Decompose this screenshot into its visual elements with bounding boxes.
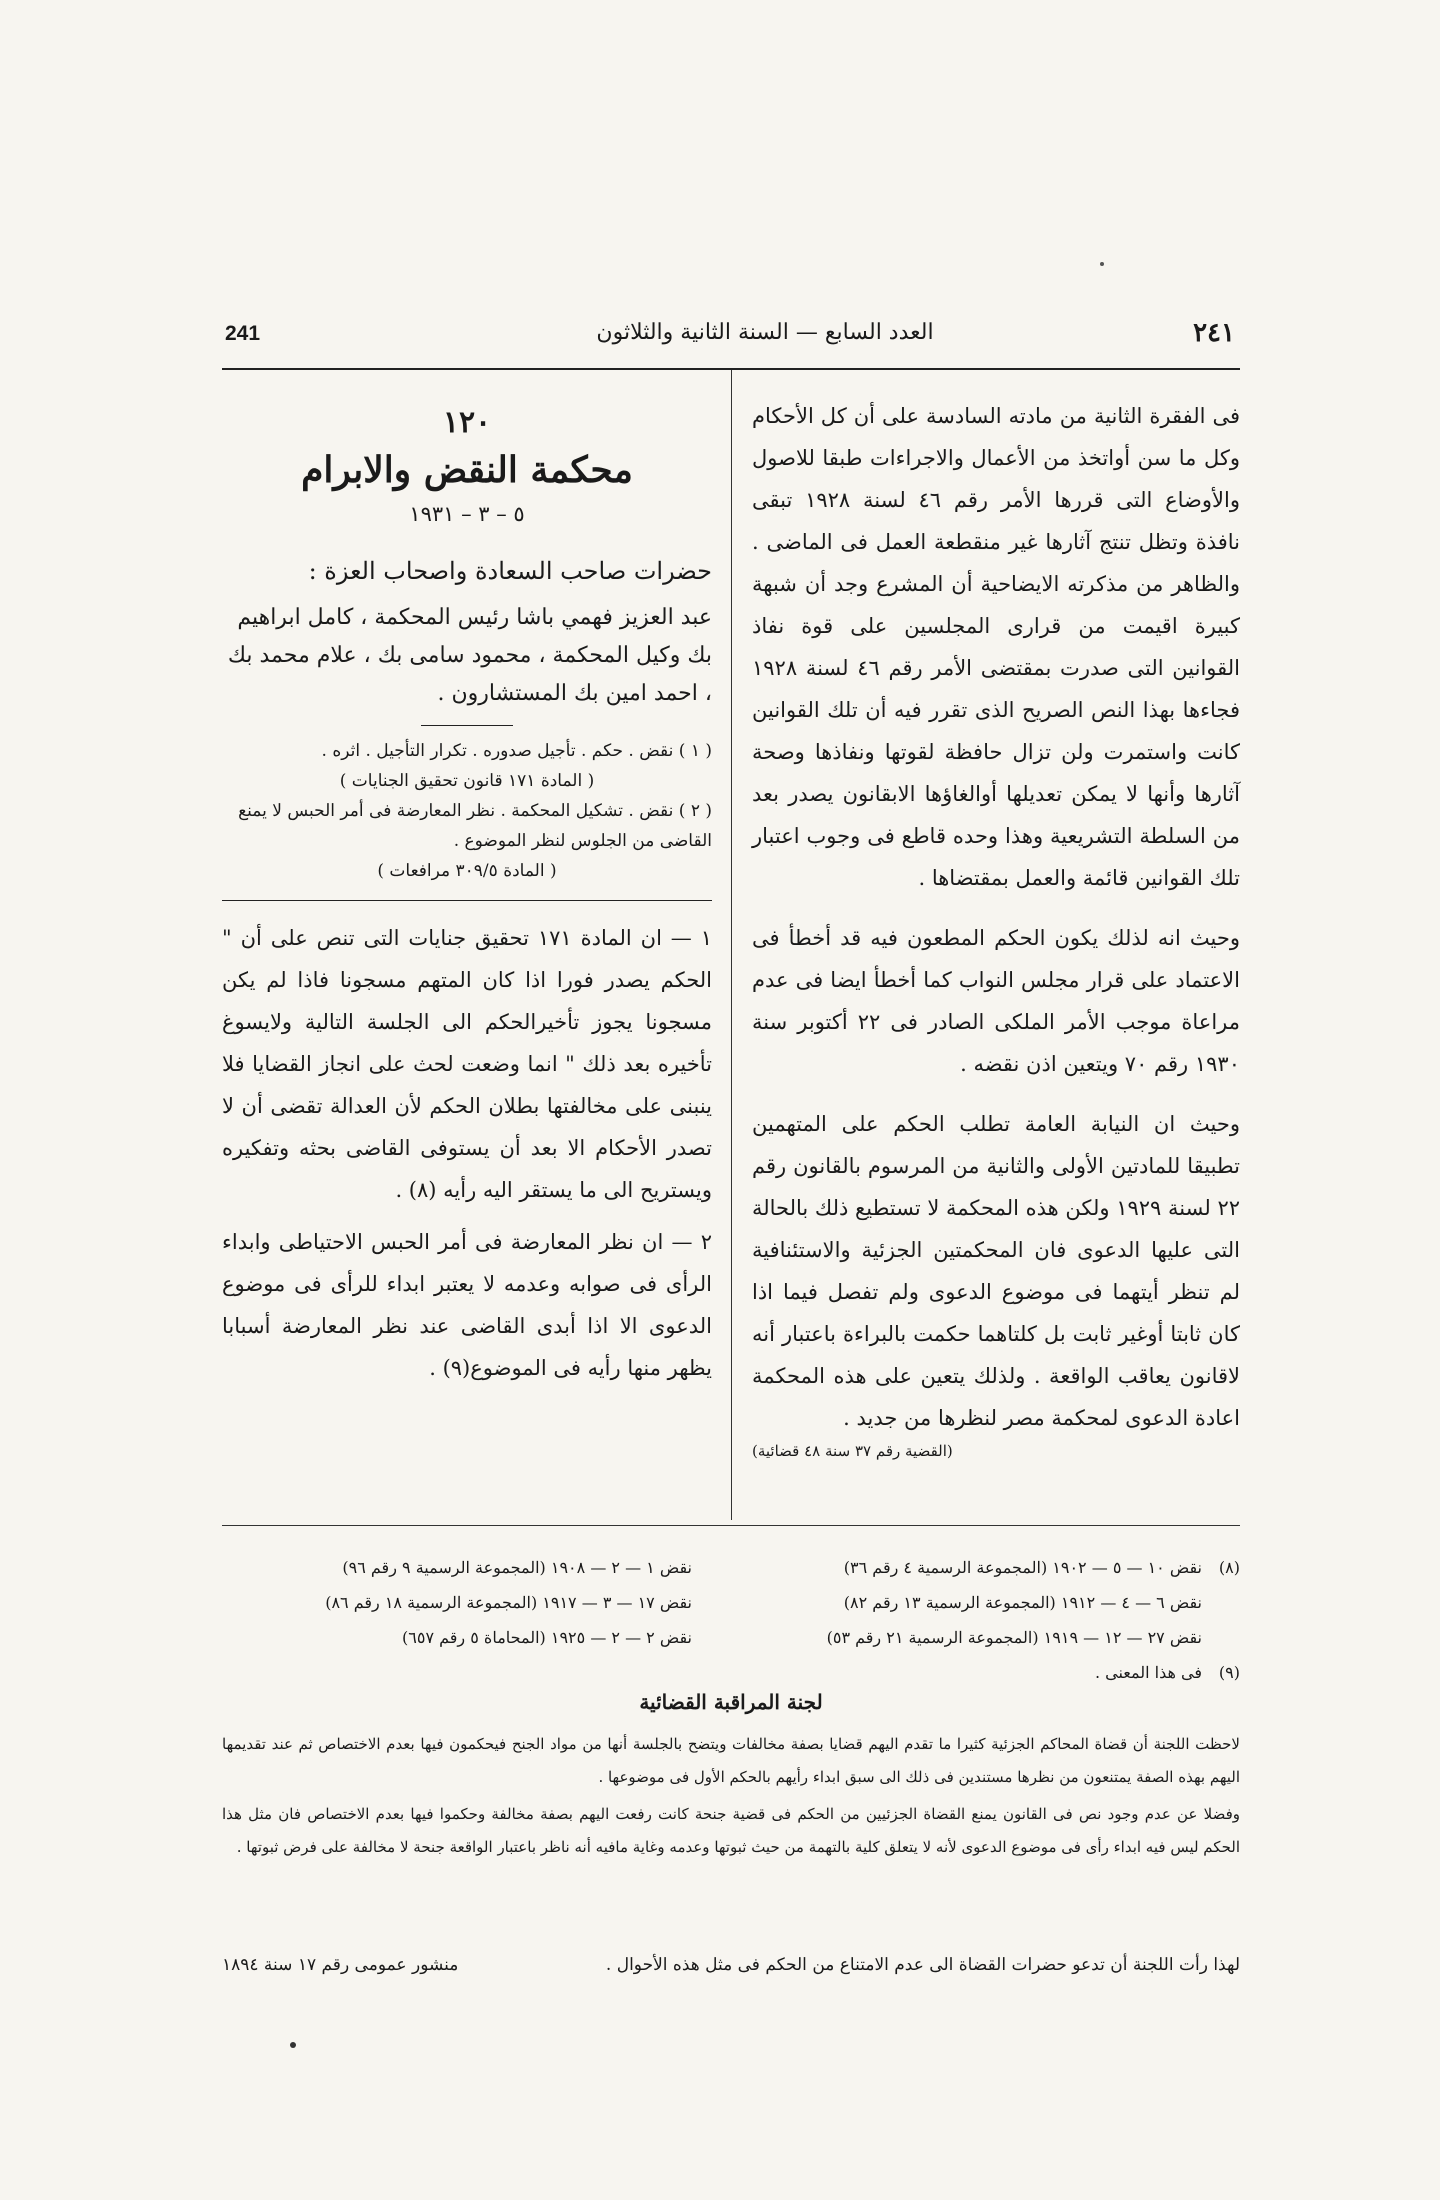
judges-heading: حضرات صاحب السعادة واصحاب العزة : <box>308 557 712 585</box>
footnote-rule <box>222 1525 1240 1526</box>
short-rule <box>421 725 513 726</box>
committee-paragraph-1: لاحظت اللجنة أن قضاة المحاكم الجزئية كثيرا ما تقدم اليهم قضايا بصفة مخالفات ويتضح بالجلسة أنها من مواد الجنح فيحكمون فيها بعدم الاختصاص ثم عند تقديمها اليهم بهذه الصفة يمتنعون من نظرها مستندين فى ذلك الى سبق ابداء رأيهم بالحكم الأول فى موضوعها . <box>222 1735 1240 1786</box>
case-reference: (القضية رقم ٣٧ سنة ٤٨ قضائية) <box>752 1442 953 1460</box>
footnote-8-line-3 <box>752 1620 1240 1655</box>
page-number-arabic: ٢٤١ <box>1193 318 1235 348</box>
footnotes-left <box>222 1550 692 1655</box>
circular-reference: منشور عمومى رقم ١٧ سنة ١٨٩٤ <box>222 1955 459 1975</box>
headnote-1-reference: ( المادة ١٧١ قانون تحقيق الجنايات ) <box>339 771 595 791</box>
footnote-8-citation-2: نقض ٦ — ٤ — ١٩١٢ (المجموعة الرسمية ١٣ رقم ٨٢) <box>843 1593 1202 1612</box>
footnote-9-text: فى هذا المعنى . <box>1094 1663 1202 1682</box>
principle-paragraph-2: ٢ — ان نظر المعارضة فى أمر الحبس الاحتياطى وابداء الرأى فى صوابه وعدمه لا يعتبر ابداء للرأى فى موضوع الدعوى الا اذا أبدى القاضى عند نظر المعارضة أسبابا يظهر منها رأيه فى الموضوع(٩) . <box>222 1230 712 1380</box>
footnote-9-mark: (٩) <box>1218 1663 1240 1682</box>
ink-speck <box>290 2042 296 2048</box>
left-column <box>222 395 712 1399</box>
headnote-2: ( ٢ ) نقض . تشكيل المحكمة . نظر المعارضة فى أمر الحبس لا يمنع القاضى من الجلوس لنظر الموضوع . <box>238 801 712 851</box>
ink-speck <box>1100 262 1104 266</box>
court-name: محكمة النقض والابرام <box>301 449 633 491</box>
footnote-8-line-1 <box>752 1550 1240 1585</box>
right-paragraph-2: وحيث انه لذلك يكون الحكم المطعون فيه قد أخطأ فى الاعتماد على قرار مجلس النواب كما أخطأ ايضا فى عدم مراعاة موجب الأمر الملكى الصادر فى ٢٢ أكتوبر سنة ١٩٣٠ رقم ٧٠ ويتعين اذن نقضه . <box>752 926 1240 1076</box>
footnotes-right <box>752 1550 1240 1690</box>
headnote-1: ( ١ ) نقض . حكم . تأجيل صدوره . تكرار التأجيل . اثره . <box>321 741 712 761</box>
footnote-left-citation-3: نقض ٢ — ٢ — ١٩٢٥ (المحاماة ٥ رقم ٦٥٧) <box>402 1628 692 1647</box>
footnote-8-citation-3: نقض ٢٧ — ١٢ — ١٩١٩ (المجموعة الرسمية ٢١ رقم ٥٣) <box>826 1628 1202 1647</box>
section-rule <box>222 900 712 901</box>
column-divider <box>731 370 732 1520</box>
committee-title: لجنة المراقبة القضائية <box>639 1690 823 1714</box>
judges-list: عبد العزيز فهمي باشا رئيس المحكمة ، كامل ابراهيم بك وكيل المحكمة ، محمود سامى بك ، علام محمد بك ، احمد امين بك المستشارون . <box>227 605 712 706</box>
right-paragraph-1: فى الفقرة الثانية من مادته السادسة على أن كل الأحكام وكل ما سن أواتخذ من الأعمال والاجراءات طبقا للاصول والأوضاع التى قررها الأمر رقم ٤٦ لسنة ١٩٢٨ تبقى نافذة وتظل تنتج آثارها غير منقطعة العمل فى الماضى . والظاهر من مذكرته الايضاحية أن المشرع وجد أن شبهة كبيرة اقيمت من قرارى المجلسين على قوة نفاذ القوانين التى صدرت بمقتضى الأمر رقم ٤٦ لسنة ١٩٢٨ فجاءها بهذا النص الصريح الذى تقرر فيه أن تلك القوانين كانت واستمرت ولن تزال حافظة لقوتها ونفاذها وصحة آثارها وأنها لا يمكن تعديلها أوالغاؤها الابقانون يصدر بعد من السلطة التشريعية وهذا وحده قاطع فى وجوب اعتبار تلك القوانين قائمة والعمل بمقتضاها . <box>752 404 1240 890</box>
footnote-left-citation-1: نقض ١ — ٢ — ١٩٠٨ (المجموعة الرسمية ٩ رقم ٩٦) <box>342 1558 692 1577</box>
page-number-latin: 241 <box>225 322 261 345</box>
principle-paragraph-1: ١ — ان المادة ١٧١ تحقيق جنايات التى تنص على أن " الحكم يصدر فورا اذا كان المتهم مسجونا فاذا لم يكن مسجونا يجوز تأخيرالحكم الى الجلسة التالية ولايسوغ تأخيره بعد ذلك " انما وضعت لحث على انجاز القضايا فلا ينبنى على مخالفتها بطلان الحكم لأن العدالة تقضى أن لا تصدر الأحكام الا بعد أن يستوفى القاضى بحثه وتفكيره ويستريح الى ما يستقر اليه رأيه (٨) . <box>222 926 712 1202</box>
headnote-2-reference: ( المادة ٣٠٩/٥ مرافعات ) <box>377 861 557 881</box>
footnote-left-citation-2: نقض ١٧ — ٣ — ١٩١٧ (المجموعة الرسمية ١٨ رقم ٨٦) <box>325 1593 692 1612</box>
committee-paragraph-2: وفضلا عن عدم وجود نص فى القانون يمنع القضاة الجزئيين من الحكم فى قضية جنحة كانت رفعت اليهم بصفة مخالفة وحكموا فيها بعدم الاختصاص فان مثل هذا الحكم ليس فيه ابداء رأى فى موضوع الدعوى لأنه لا يتعلق كلية بالتهمة من حيث ثبوتها وعدمه وغاية مافيه أنه ناظر باعتبار الواقعة جنحة لا مخالفة على فرض ثبوتها . <box>222 1805 1240 1856</box>
right-column <box>752 395 1240 1463</box>
case-date: ٥ – ٣ – ١٩٣١ <box>409 502 525 526</box>
footnote-8-line-2 <box>752 1585 1240 1620</box>
page-header <box>225 318 1235 360</box>
right-paragraph-3: وحيث ان النيابة العامة تطلب الحكم على المتهمين تطبيقا للمادتين الأولى والثانية من المرسوم بالقانون رقم ٢٢ لسنة ١٩٢٩ ولكن هذه المحكمة لا تستطيع ذلك بالحالة التى عليها الدعوى فان المحكمتين الجزئية والاستئنافية لم تنظر أيتهما فى موضوع الدعوى ولم تفصل فيما اذا كان ثابتا أوغير ثابت بل كلتاهما حكمت بالبراءة باعتبار أنه لاقانون يعاقب الواقعة . ولذلك يتعين على هذه المحكمة اعادة الدعوى لمحكمة مصر لنظرها من جديد . <box>752 1112 1240 1430</box>
committee-text <box>222 1728 1240 1868</box>
case-number: ١٢٠ <box>442 405 492 440</box>
journal-issue-title: العدد السابع — السنة الثانية والثلاثون <box>596 320 934 345</box>
footnote-8-citation-1: نقض ١٠ — ٥ — ١٩٠٢ (المجموعة الرسمية ٤ رقم ٣٦) <box>843 1558 1202 1577</box>
footnote-8-mark: (٨) <box>1218 1558 1240 1577</box>
committee-closing-row <box>222 1955 1240 1985</box>
committee-closing: لهذا رأت اللجنة أن تدعو حضرات القضاة الى عدم الامتناع من الحكم فى مثل هذه الأحوال . <box>605 1955 1240 1975</box>
footnote-9-line <box>752 1655 1240 1690</box>
